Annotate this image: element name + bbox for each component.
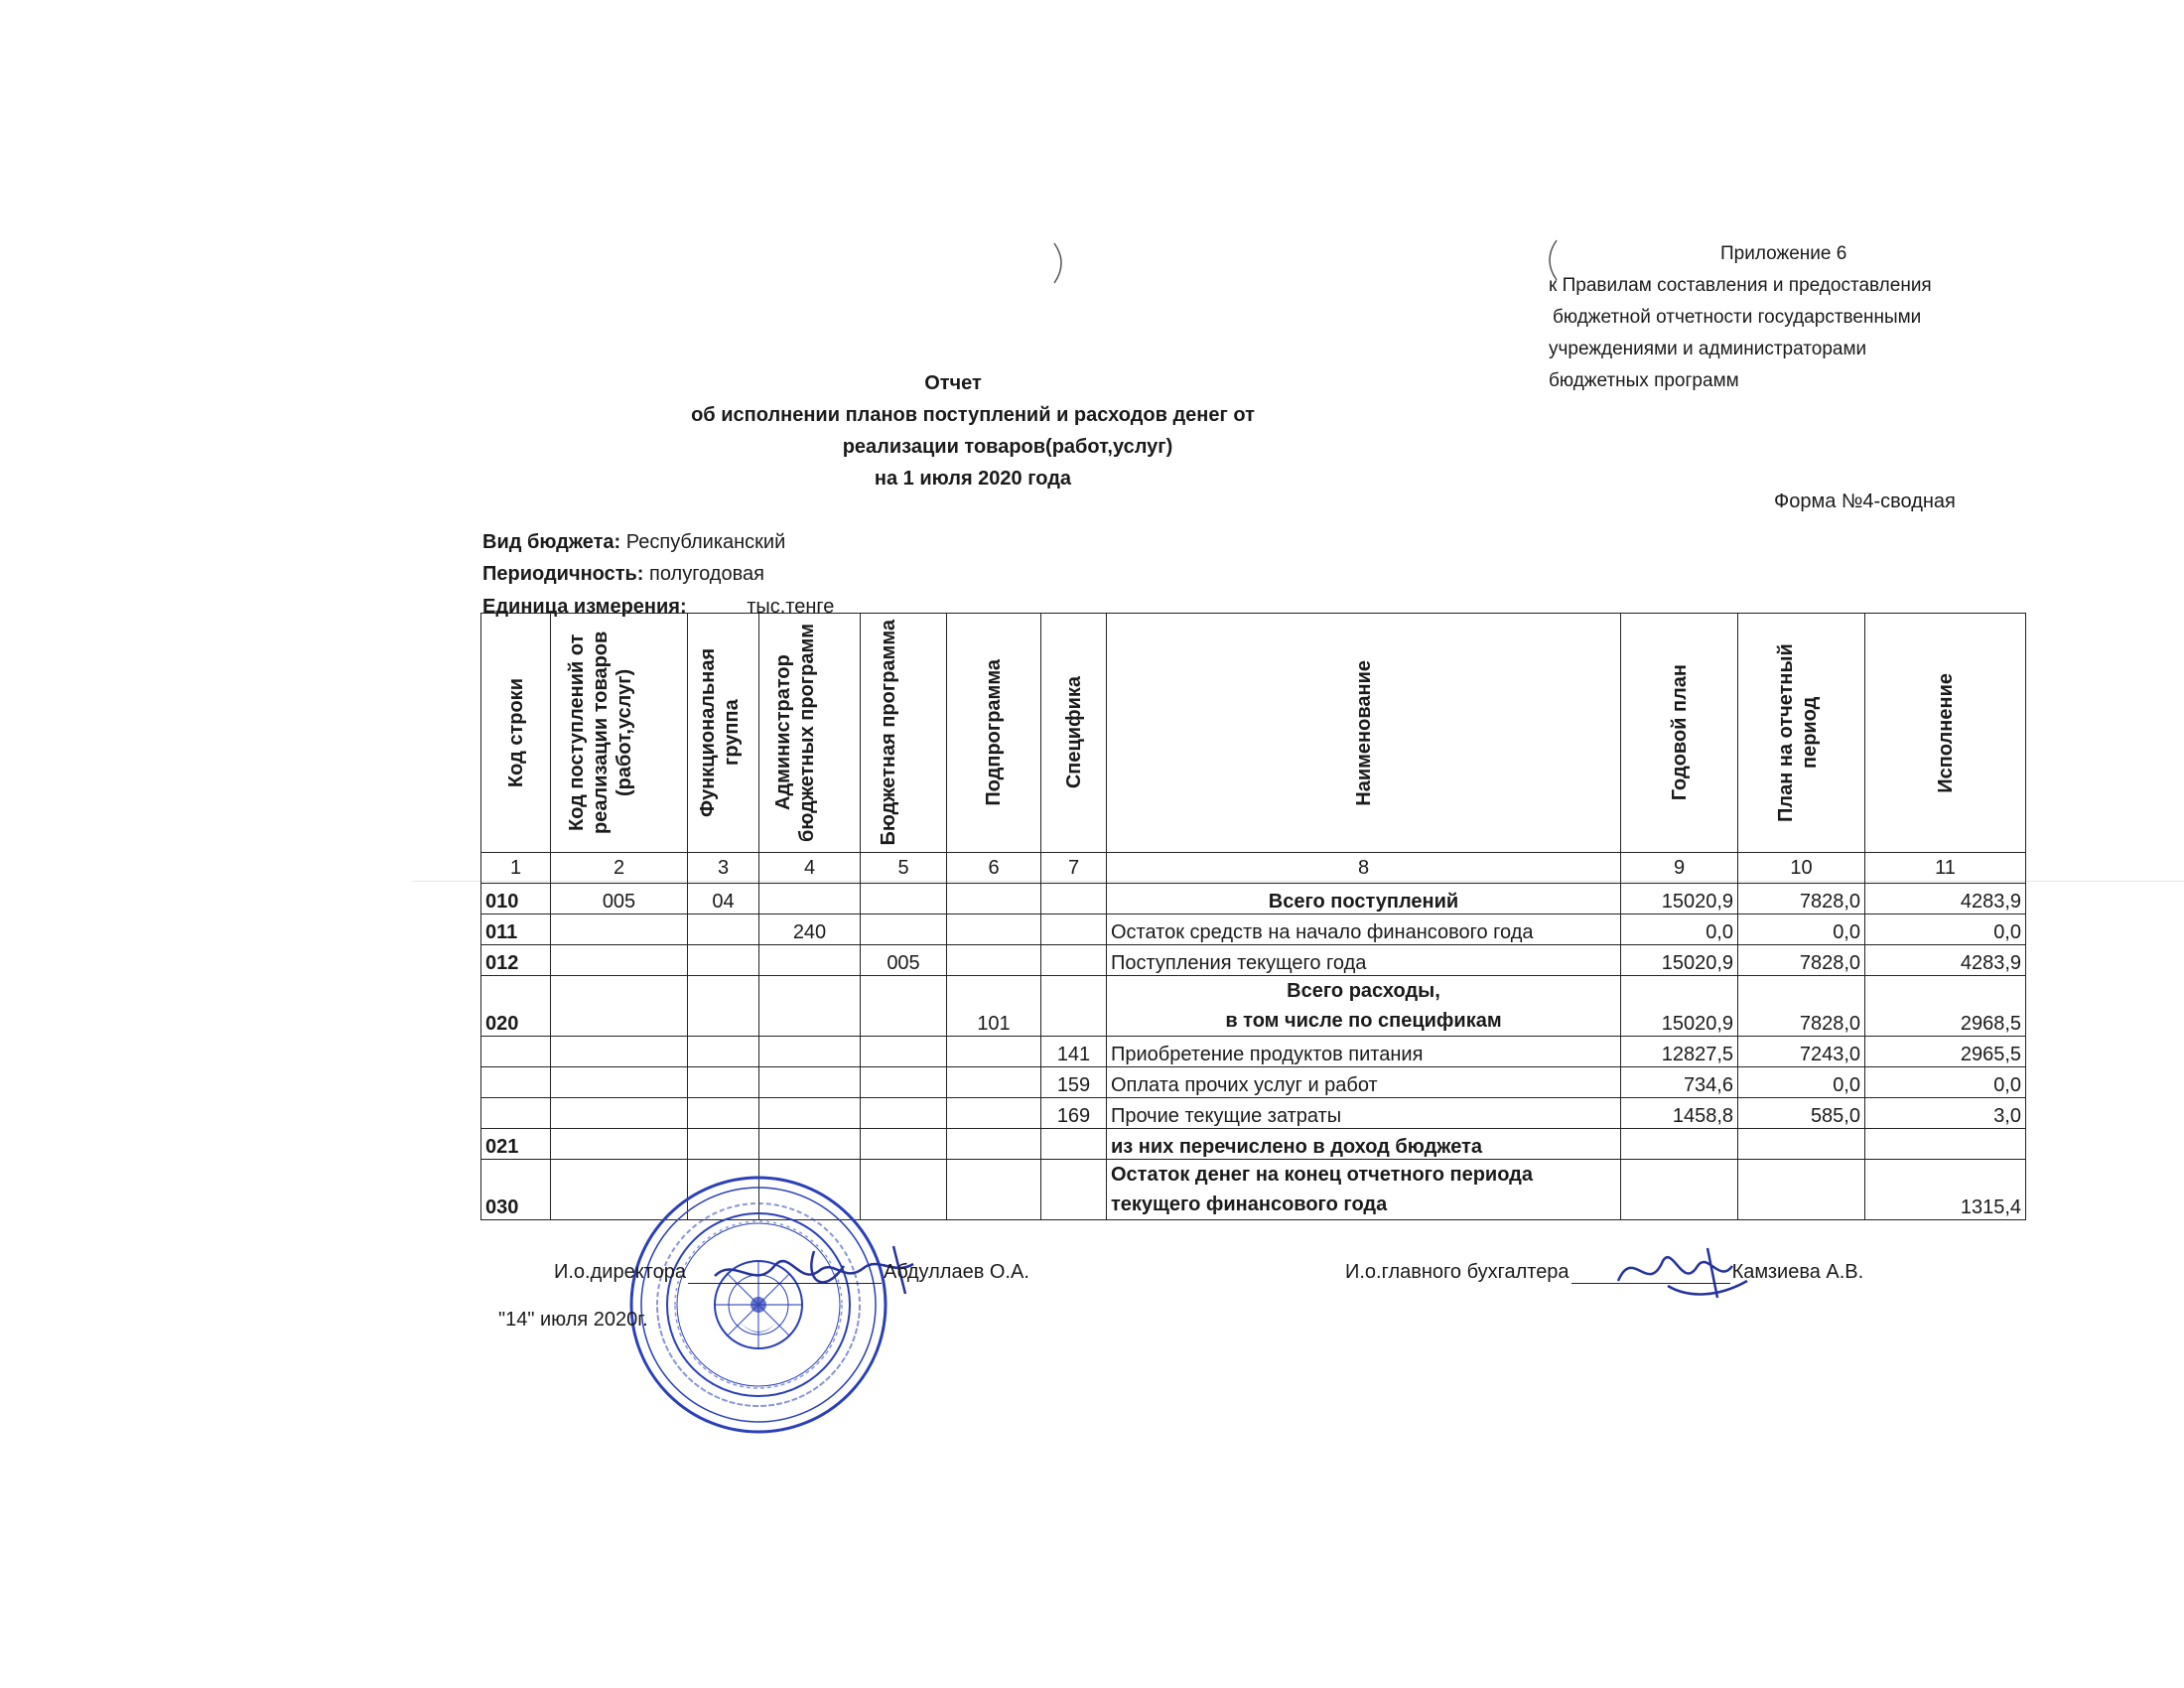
- periodicity-value: полугодовая: [649, 563, 764, 585]
- header-cell: Исполнение: [1865, 614, 2026, 853]
- periodicity-label: Периодичность:: [482, 563, 644, 585]
- row-col-6: [947, 1067, 1041, 1098]
- header-cell: Подпрограмма: [947, 614, 1041, 853]
- appendix-note: [1549, 238, 1932, 397]
- column-number: 4: [759, 853, 861, 884]
- row-col-3: [688, 1129, 759, 1160]
- header-cell: Функциональная группа: [688, 614, 759, 853]
- row-col-7: [1041, 884, 1107, 914]
- row-col-5: [861, 1129, 947, 1160]
- row-col-4: [759, 1098, 861, 1129]
- table-row: [481, 1037, 2026, 1067]
- table-row: [481, 1098, 2026, 1129]
- row-code: 011: [481, 914, 551, 945]
- column-number: 2: [551, 853, 688, 884]
- header-cell: Наименование: [1107, 614, 1621, 853]
- row-col-6: [947, 884, 1041, 914]
- row-exec-value: 1315,4: [1865, 1160, 2026, 1220]
- table-row: [481, 976, 2026, 1037]
- row-col-3: 04: [688, 884, 759, 914]
- row-col-5: [861, 976, 947, 1037]
- header-cell: Годовой план: [1621, 614, 1738, 853]
- row-col-3: [688, 1098, 759, 1129]
- row-col-6: [947, 1129, 1041, 1160]
- row-col-3: [688, 914, 759, 945]
- row-period-value: 585,0: [1738, 1098, 1865, 1129]
- row-name-cell: [1107, 1037, 1621, 1067]
- row-col-7: 159: [1041, 1067, 1107, 1098]
- row-name-cell: [1107, 945, 1621, 976]
- table-header-row: [481, 614, 2026, 853]
- row-period-value: [1738, 1129, 1865, 1160]
- signature-line: [688, 1283, 882, 1284]
- row-col-7: [1041, 976, 1107, 1037]
- row-col-2: [551, 914, 688, 945]
- row-col-4: [759, 1037, 861, 1067]
- row-col-2: 005: [551, 884, 688, 914]
- row-exec-value: 0,0: [1865, 914, 2026, 945]
- row-name-continued: текущего финансового года: [1111, 1194, 1388, 1215]
- row-col-2: [551, 1067, 688, 1098]
- row-period-value: 7828,0: [1738, 884, 1865, 914]
- periodicity: [482, 563, 764, 586]
- row-col-4: [759, 1129, 861, 1160]
- appendix-line: бюджетной отчетности государственными: [1553, 307, 1922, 328]
- row-col-7: 169: [1041, 1098, 1107, 1129]
- row-col-5: [861, 884, 947, 914]
- row-col-4: [759, 976, 861, 1037]
- row-col-7: [1041, 1160, 1107, 1220]
- row-col-6: [947, 945, 1041, 976]
- row-annual-value: 15020,9: [1621, 976, 1738, 1037]
- report-title: [645, 367, 1300, 494]
- row-col-4: [759, 1067, 861, 1098]
- header-cell: Администратор бюджетных программ: [759, 614, 861, 853]
- row-name: Приобретение продуктов питания: [1111, 1044, 1424, 1065]
- row-code: 021: [481, 1129, 551, 1160]
- signature-line: [1571, 1283, 1730, 1284]
- row-name-cell: [1107, 1160, 1621, 1220]
- row-col-2: [551, 1129, 688, 1160]
- row-annual-value: 15020,9: [1621, 884, 1738, 914]
- header-cell: Бюджетная программа: [861, 614, 947, 853]
- budget-type-label: Вид бюджета:: [482, 531, 621, 553]
- row-name-cell: [1107, 914, 1621, 945]
- row-col-7: 141: [1041, 1037, 1107, 1067]
- row-annual-value: [1621, 1160, 1738, 1220]
- punch-hole-mark: [1050, 241, 1070, 285]
- row-name-cell: [1107, 1098, 1621, 1129]
- report-table: [480, 613, 2026, 1220]
- accountant-label: И.о.главного бухгалтера: [1345, 1261, 1570, 1283]
- row-code: [481, 1098, 551, 1129]
- row-col-2: [551, 1098, 688, 1129]
- row-name: из них перечислено в доход бюджета: [1111, 1136, 1482, 1158]
- column-number: 9: [1621, 853, 1738, 884]
- row-period-value: 7828,0: [1738, 945, 1865, 976]
- row-col-4: [759, 945, 861, 976]
- row-col-6: [947, 1160, 1041, 1220]
- row-annual-value: 734,6: [1621, 1067, 1738, 1098]
- row-col-4: [759, 884, 861, 914]
- row-annual-value: 12827,5: [1621, 1037, 1738, 1067]
- row-col-6: [947, 914, 1041, 945]
- table-row: [481, 1067, 2026, 1098]
- row-name-cell: [1107, 1129, 1621, 1160]
- row-col-2: [551, 976, 688, 1037]
- row-exec-value: 2965,5: [1865, 1037, 2026, 1067]
- row-col-6: [947, 1098, 1041, 1129]
- row-name-cell: [1107, 1067, 1621, 1098]
- row-col-5: 005: [861, 945, 947, 976]
- signature-date: "14" июля 2020г.: [498, 1309, 648, 1331]
- column-number-row: [481, 853, 2026, 884]
- title-line: Отчет: [924, 372, 982, 394]
- row-col-6: [947, 1037, 1041, 1067]
- row-period-value: 0,0: [1738, 1067, 1865, 1098]
- accountant-name: Камзиева А.В.: [1731, 1261, 1864, 1283]
- budget-type: [482, 531, 785, 554]
- row-name-cell: [1107, 976, 1621, 1037]
- row-code: 010: [481, 884, 551, 914]
- row-exec-value: 4283,9: [1865, 884, 2026, 914]
- row-period-value: 7828,0: [1738, 976, 1865, 1037]
- row-col-7: [1041, 914, 1107, 945]
- unit-label: Единица измерения:: [482, 596, 687, 618]
- row-name: Всего расходы,: [1287, 980, 1440, 1002]
- row-period-value: [1738, 1160, 1865, 1220]
- column-number: 8: [1107, 853, 1621, 884]
- row-annual-value: 15020,9: [1621, 945, 1738, 976]
- director-name: Абдуллаев О.А.: [883, 1261, 1029, 1283]
- column-number: 6: [947, 853, 1041, 884]
- budget-type-value: Республиканский: [625, 531, 786, 553]
- row-exec-value: [1865, 1129, 2026, 1160]
- row-exec-value: 4283,9: [1865, 945, 2026, 976]
- row-col-4: 240: [759, 914, 861, 945]
- row-exec-value: 0,0: [1865, 1067, 2026, 1098]
- form-number: Форма №4-сводная: [1774, 491, 1956, 512]
- header-cell: Специфика: [1041, 614, 1107, 853]
- header-cell: План на отчетный период: [1738, 614, 1865, 853]
- row-annual-value: 0,0: [1621, 914, 1738, 945]
- row-code: 012: [481, 945, 551, 976]
- column-number: 3: [688, 853, 759, 884]
- table-row: [481, 884, 2026, 914]
- row-col-5: [861, 1037, 947, 1067]
- row-name: Оплата прочих услуг и работ: [1111, 1074, 1378, 1096]
- row-col-2: [551, 1037, 688, 1067]
- row-name-cell: [1107, 884, 1621, 914]
- row-annual-value: 1458,8: [1621, 1098, 1738, 1129]
- accountant-signature-block: [1345, 1261, 1863, 1284]
- row-col-7: [1041, 1129, 1107, 1160]
- appendix-line: учреждениями и администраторами: [1549, 339, 1867, 359]
- table-row: [481, 1129, 2026, 1160]
- row-name: Поступления текущего года: [1111, 952, 1367, 974]
- row-col-3: [688, 976, 759, 1037]
- row-code: [481, 1037, 551, 1067]
- row-col-5: [861, 1098, 947, 1129]
- header-cell: Код поступлений от реализации товаров (работ,услуг): [551, 614, 688, 853]
- row-col-5: [861, 914, 947, 945]
- row-col-5: [861, 1067, 947, 1098]
- row-name: Остаток денег на конец отчетного периода: [1111, 1164, 1533, 1186]
- table-row: [481, 945, 2026, 976]
- appendix-line: к Правилам составления и предоставления: [1549, 275, 1932, 296]
- table-row: [481, 914, 2026, 945]
- title-line: реализации товаров(работ,услуг): [842, 436, 1173, 458]
- appendix-line: бюджетных программ: [1549, 370, 1739, 391]
- row-col-3: [688, 1037, 759, 1067]
- unit-value: тыс.тенге: [747, 596, 835, 618]
- row-period-value: 0,0: [1738, 914, 1865, 945]
- column-number: 10: [1738, 853, 1865, 884]
- row-annual-value: [1621, 1129, 1738, 1160]
- header-cell: Код строки: [481, 614, 551, 853]
- column-number: 11: [1865, 853, 2026, 884]
- row-name-continued: в том числе по спецификам: [1225, 1010, 1502, 1032]
- column-number: 1: [481, 853, 551, 884]
- director-signature-block: [554, 1261, 1029, 1284]
- row-exec-value: 2968,5: [1865, 976, 2026, 1037]
- column-number: 5: [861, 853, 947, 884]
- row-col-3: [688, 1067, 759, 1098]
- row-period-value: 7243,0: [1738, 1037, 1865, 1067]
- row-name: Остаток средств на начало финансового года: [1111, 921, 1534, 943]
- title-line: на 1 июля 2020 года: [874, 468, 1072, 490]
- appendix-title: Приложение 6: [1720, 243, 1847, 264]
- row-code: 020: [481, 976, 551, 1037]
- row-col-7: [1041, 945, 1107, 976]
- row-col-6: 101: [947, 976, 1041, 1037]
- column-number: 7: [1041, 853, 1107, 884]
- row-name: Всего поступлений: [1268, 891, 1459, 913]
- row-code: [481, 1067, 551, 1098]
- row-exec-value: 3,0: [1865, 1098, 2026, 1129]
- director-label: И.о.директора: [554, 1261, 686, 1283]
- row-name: Прочие текущие затраты: [1111, 1105, 1342, 1127]
- row-code: 030: [481, 1160, 551, 1220]
- title-line: об исполнении планов поступлений и расходов денег от: [691, 404, 1255, 426]
- row-col-3: [688, 945, 759, 976]
- row-col-2: [551, 945, 688, 976]
